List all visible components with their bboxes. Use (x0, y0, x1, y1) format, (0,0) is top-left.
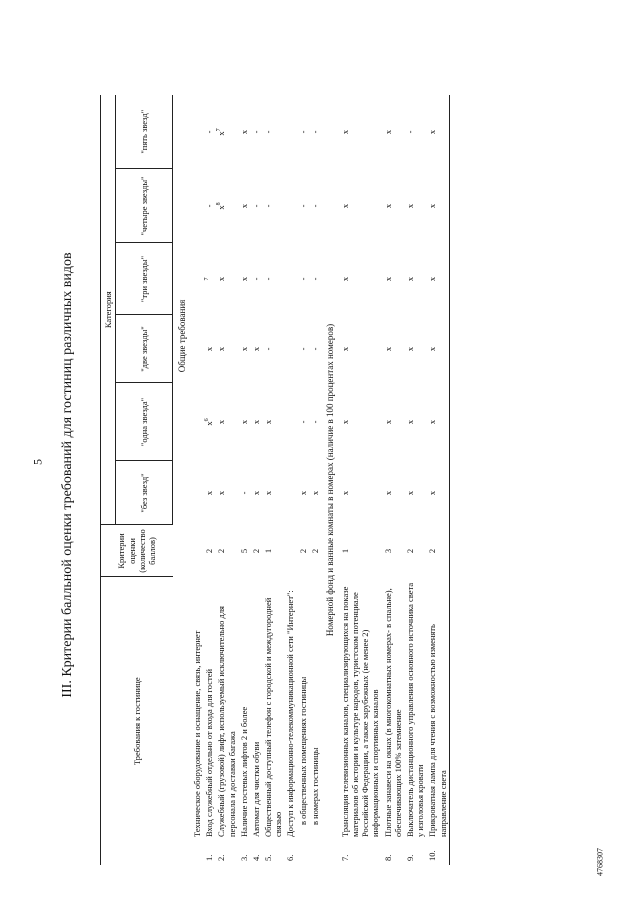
page-title: III. Критерии балльной оценки требований для гостиниц различных видов (60, 252, 75, 698)
section-rooms: Номерной фонд и ванные комнаты в номерах (наличие в 100 процентах номеров) (325, 323, 336, 637)
mark-value: x (427, 276, 438, 282)
mark-value: x (382, 129, 393, 135)
mark-value: x (427, 203, 438, 209)
row-requirement: Наличие гостевых лифтов 2 и более (238, 706, 249, 837)
mark-value: x (339, 419, 350, 425)
row-mark (309, 383, 321, 461)
criteria-table-body (173, 95, 450, 865)
mark-value: x (250, 419, 261, 425)
mark-value: x (339, 276, 350, 282)
row-points: 2 (297, 548, 308, 554)
mark-value: - (204, 204, 215, 208)
header-category-3: "три звезды" (116, 243, 173, 315)
mark-value: x (382, 419, 393, 425)
row-mark (284, 315, 296, 383)
mark-value: - (238, 491, 249, 495)
row-number (297, 839, 309, 865)
row-mark (426, 95, 449, 169)
row-mark (297, 95, 309, 169)
row-mark (203, 461, 215, 525)
row-points: 2 (426, 525, 449, 577)
row-mark (262, 169, 284, 243)
row-mark (404, 169, 426, 243)
mark-value: x (297, 490, 308, 496)
table-row (284, 95, 296, 865)
row-mark (250, 315, 262, 383)
mark-value: x (204, 346, 215, 352)
row-mark (404, 383, 426, 461)
row-mark (191, 95, 203, 169)
mark-value: x (250, 490, 261, 496)
row-mark (404, 315, 426, 383)
row-number (309, 839, 321, 865)
header-criteria: Критерии оценки (количество баллов) (101, 525, 173, 577)
mark-value: - (297, 277, 308, 281)
mark-value: x (427, 490, 438, 496)
row-requirement: Плотные занавеси на окнах (в многокомнатных номерах- в спальне), обеспечивающих 100% затемнение (382, 588, 403, 837)
mark-value: - (297, 130, 308, 134)
row-mark (404, 461, 426, 525)
row-mark (215, 383, 237, 461)
row-mark (284, 243, 296, 315)
mark-value: x (216, 131, 227, 136)
row-mark (382, 243, 404, 315)
row-mark (426, 315, 449, 383)
row-mark (284, 383, 296, 461)
row-number: 2. (216, 854, 227, 861)
row-mark (382, 383, 404, 461)
table-row (426, 95, 449, 865)
row-mark (215, 461, 237, 525)
row-mark (191, 243, 203, 315)
mark-value: x (250, 346, 261, 352)
mark-value: x (404, 346, 415, 352)
mark-value: - (297, 420, 308, 424)
mark-value: x (238, 276, 249, 282)
row-mark (309, 169, 321, 243)
mark-value: - (309, 277, 320, 281)
row-mark (284, 95, 296, 169)
row-mark (297, 315, 309, 383)
mark-value: - (250, 204, 261, 208)
mark-value: x (427, 346, 438, 352)
row-mark (297, 383, 309, 461)
table-row (203, 95, 215, 865)
row-requirement: Выключатель дистанционного управления основного источника света у изголовья кровати (404, 582, 426, 837)
mark-value: - (309, 420, 320, 424)
table-row (339, 95, 382, 865)
mark-value: x (404, 419, 415, 425)
row-mark (250, 95, 262, 169)
row-mark (339, 383, 382, 461)
document-id: 4768307 (595, 848, 605, 876)
mark-value: x (382, 276, 393, 282)
footnote-ref: 8 (216, 202, 223, 206)
row-requirement: Служебный (грузовой) лифт, используемый исключительно для персонала и доставки багажа (216, 606, 237, 837)
row-requirement: Доступ к информационно-телекоммуникационной сети "Интернет": (285, 590, 296, 837)
row-mark (203, 95, 215, 169)
row-points: 3 (382, 548, 393, 554)
mark-value: x (238, 346, 249, 352)
row-mark (382, 169, 404, 243)
row-mark (203, 169, 215, 243)
row-mark (238, 315, 250, 383)
header-category-1: "одна звезда" (116, 383, 173, 461)
mark-value: x (427, 129, 438, 135)
row-mark (426, 383, 449, 461)
footnote-ref: 7 (216, 128, 223, 132)
row-mark (191, 383, 203, 461)
row-points: 2 (216, 548, 227, 554)
row-mark (426, 169, 449, 243)
row-mark (262, 243, 284, 315)
mark-value: x (382, 346, 393, 352)
mark-value: x (216, 419, 227, 425)
mark-value: x (216, 490, 227, 496)
row-mark (238, 461, 250, 525)
row-points: 1 (339, 548, 350, 554)
row-mark (238, 243, 250, 315)
mark-value: - (263, 204, 274, 208)
mark-value: - (297, 204, 308, 208)
row-mark (215, 243, 237, 315)
row-number: 10. (426, 839, 449, 865)
row-mark (309, 315, 321, 383)
row-mark (297, 461, 309, 525)
header-category-2: "две звезды" (116, 315, 173, 383)
mark-value: - (263, 347, 274, 351)
row-mark (309, 461, 321, 525)
row-mark (250, 169, 262, 243)
row-mark (309, 95, 321, 169)
mark-value: x (339, 490, 350, 496)
mark-value: x (204, 421, 215, 426)
table-row (297, 95, 309, 865)
header-requirement: Требования к гостинице (101, 577, 173, 865)
mark-value: x (382, 203, 393, 209)
row-requirement: Прикроватная лампа для чтения с возможностью изменять направление света (426, 577, 449, 839)
mark-value: x (238, 419, 249, 425)
mark-value: x (238, 203, 249, 209)
row-requirement: Техническое оборудование и оснащение, связь, интернет (191, 630, 202, 837)
row-mark (203, 243, 215, 315)
table-row (262, 95, 284, 865)
row-number: 4. (250, 854, 261, 861)
footnote-ref: 7 (204, 277, 211, 281)
mark-value: - (204, 130, 215, 134)
row-mark (297, 169, 309, 243)
mark-value: - (309, 130, 320, 134)
row-mark (250, 383, 262, 461)
mark-value: x (382, 490, 393, 496)
row-mark (426, 243, 449, 315)
row-mark (238, 95, 250, 169)
section-general: Общие требования (177, 299, 188, 373)
row-points: 2 (250, 548, 261, 554)
row-requirement: в общественных помещениях гостиницы (297, 676, 308, 825)
row-mark (262, 95, 284, 169)
row-mark (382, 315, 404, 383)
row-mark (284, 461, 296, 525)
table-row (215, 95, 237, 865)
row-mark (382, 95, 404, 169)
row-mark (215, 95, 237, 169)
header-category: Категория (101, 95, 116, 525)
table-row (250, 95, 262, 865)
mark-value: - (250, 130, 261, 134)
row-mark (339, 243, 382, 315)
header-category-4: "четыре звезды" (116, 169, 173, 243)
mark-value: - (309, 204, 320, 208)
mark-value: x (238, 129, 249, 135)
header-category-5: "пять звезд" (116, 95, 173, 169)
mark-value: x (263, 490, 274, 496)
row-mark (382, 461, 404, 525)
row-requirement: в номерах гостиницы (309, 747, 320, 825)
row-mark (191, 169, 203, 243)
row-mark (250, 461, 262, 525)
mark-value: x (404, 276, 415, 282)
footnote-ref: 6 (204, 418, 211, 422)
row-mark (203, 315, 215, 383)
rotated-page-content (60, 75, 580, 875)
mark-value: - (263, 277, 274, 281)
row-mark (262, 461, 284, 525)
row-mark (191, 315, 203, 383)
mark-value: - (309, 347, 320, 351)
table-row (382, 95, 404, 865)
mark-value: x (216, 276, 227, 282)
row-points: 2 (404, 548, 415, 554)
table-row (191, 95, 203, 865)
row-requirement: Трансляция телевизионных каналов, специализирующихся на показе материалов об истории и культуре народов, туристском потенциале Российской Федерации, а также зарубежных (не менее 2) информационных и спортивных каналов (339, 586, 381, 837)
row-mark (284, 169, 296, 243)
mark-value: - (404, 130, 415, 134)
row-points: 2 (309, 548, 320, 554)
mark-value: x (339, 203, 350, 209)
mark-value: x (263, 419, 274, 425)
row-number: 8. (382, 854, 393, 861)
row-mark (426, 461, 449, 525)
row-number (191, 839, 203, 865)
row-mark (297, 243, 309, 315)
section-rooms-row (321, 95, 339, 865)
row-points: 1 (263, 548, 274, 554)
mark-value: x (216, 205, 227, 210)
mark-value: x (216, 346, 227, 352)
row-mark (215, 169, 237, 243)
mark-value: x (404, 490, 415, 496)
mark-value: - (250, 277, 261, 281)
row-requirement: Общественный доступный телефон с городской и междугородней связью (263, 597, 284, 837)
row-requirement: Вход служебный отдельно от входа для гостей (204, 668, 215, 837)
mark-value: x (339, 346, 350, 352)
row-mark (203, 383, 215, 461)
row-number: 5. (263, 854, 274, 861)
row-mark (339, 315, 382, 383)
row-requirement: Автомат для чистки обуви (250, 741, 261, 837)
row-number: 1. (204, 854, 215, 861)
row-mark (404, 95, 426, 169)
row-mark (339, 461, 382, 525)
page-number: 5 (30, 459, 45, 465)
row-mark (238, 169, 250, 243)
mark-value: - (263, 130, 274, 134)
mark-value: x (339, 129, 350, 135)
row-mark (191, 461, 203, 525)
header-category-0: "без звезд" (116, 461, 173, 525)
mark-value: x (204, 490, 215, 496)
mark-value: x (309, 490, 320, 496)
row-points (191, 525, 203, 577)
row-mark (262, 315, 284, 383)
mark-value: x (404, 203, 415, 209)
row-number: 7. (339, 854, 350, 861)
table-row (238, 95, 250, 865)
row-points: 2 (204, 548, 215, 554)
table-row (404, 95, 426, 865)
mark-value: x (427, 419, 438, 425)
row-number: 9. (404, 854, 415, 861)
criteria-table (100, 95, 450, 865)
row-number: 6. (285, 854, 296, 861)
row-mark (404, 243, 426, 315)
row-mark (262, 383, 284, 461)
row-number: 3. (238, 854, 249, 861)
table-row (309, 95, 321, 865)
row-mark (339, 95, 382, 169)
row-points (284, 525, 296, 577)
row-mark (215, 315, 237, 383)
row-points: 5 (238, 548, 249, 554)
row-mark (309, 243, 321, 315)
mark-value: - (297, 347, 308, 351)
row-mark (238, 383, 250, 461)
row-mark (339, 169, 382, 243)
row-mark (250, 243, 262, 315)
